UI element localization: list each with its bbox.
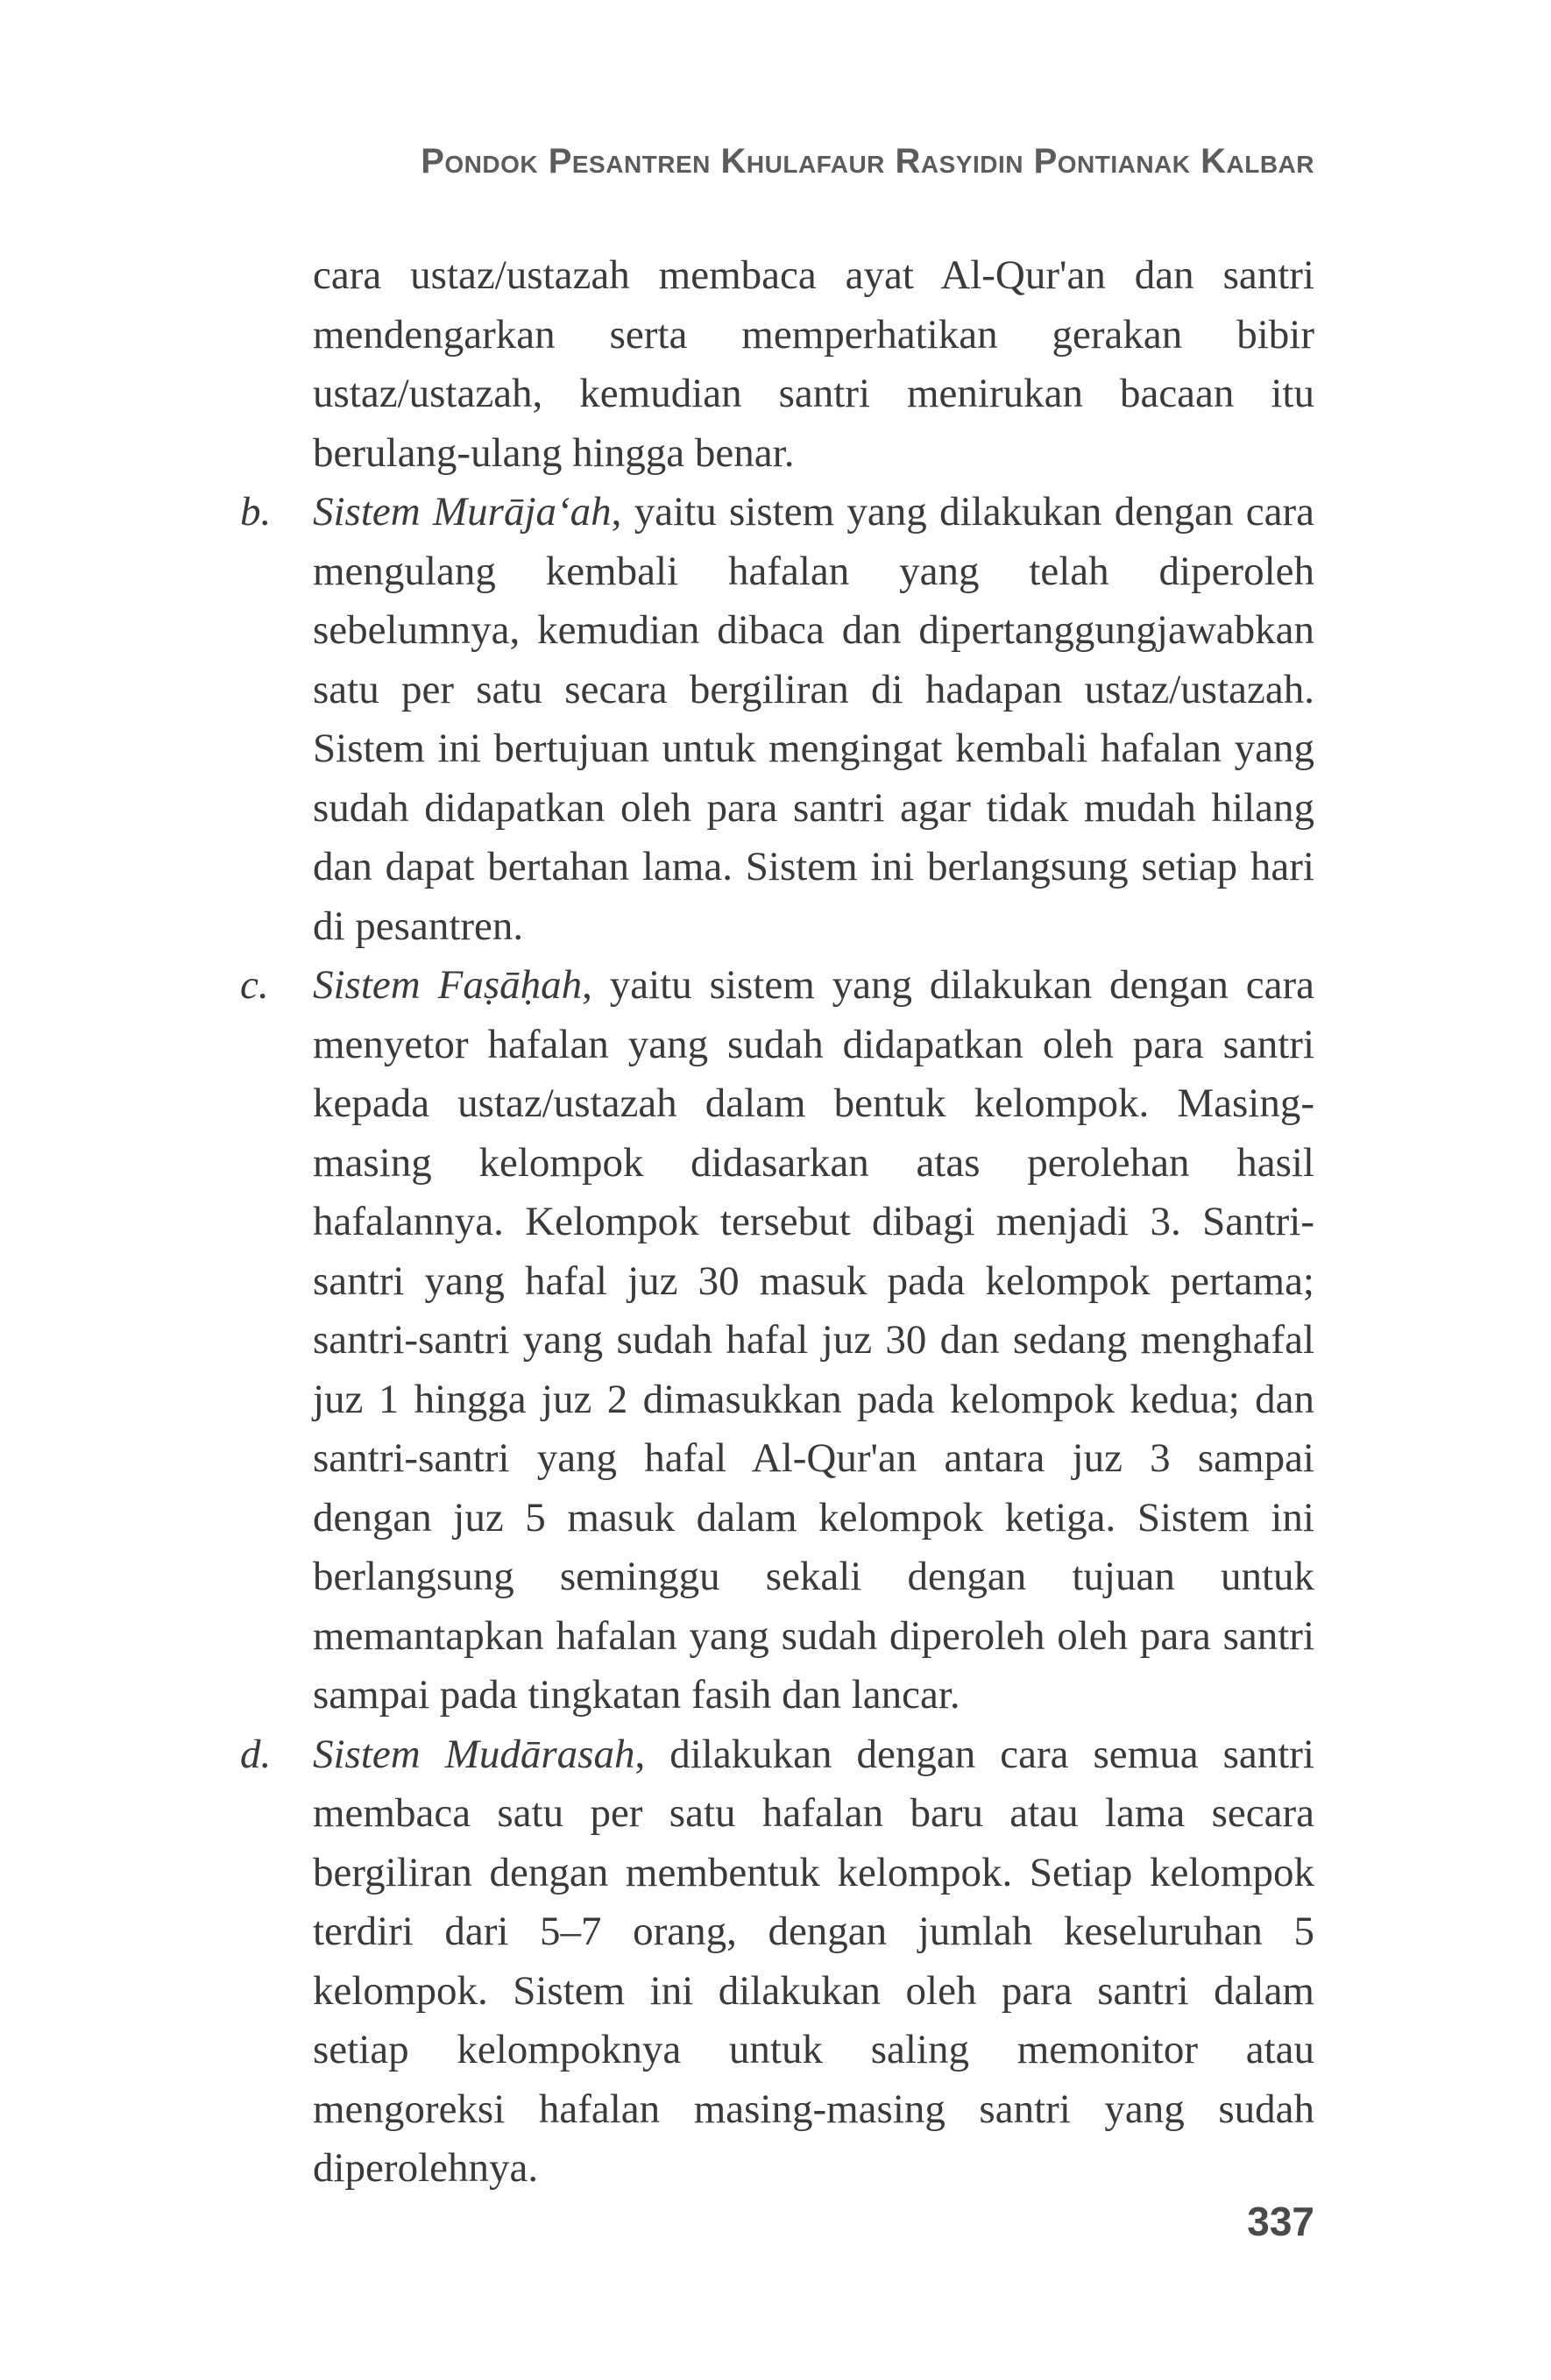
list-item-c <box>209 956 1314 1725</box>
running-header: Pondok Pesantren Khulafaur Rasyidin Pontianak Kalbar <box>421 142 1314 181</box>
page-number: 337 <box>1247 2199 1314 2244</box>
list-item-term: Sistem Mudārasah <box>313 1731 635 1777</box>
list-item-term: Sistem Murāja‘ah <box>313 489 612 535</box>
list-item-text: , dilakukan dengan cara semua santri membaca satu per satu hafalan baru atau lama secara bergiliran dengan membentuk kelompok. Setiap kelompok terdiri dari 5–7 orang, dengan jumlah keseluruhan 5 kelompok. Sistem ini dilakukan oleh para santri dalam setiap kelompoknya untuk saling memonitor atau mengoreksi hafalan masing-masing santri yang sudah diperolehnya. <box>313 1731 1314 2191</box>
page-body <box>209 246 1314 2199</box>
list-item-paragraph <box>313 956 1314 1725</box>
list-item-term: Sistem Faṣāḥah <box>313 962 583 1008</box>
list-marker: c. <box>240 962 269 1008</box>
list-item-text: , yaitu sistem yang dilakukan dengan cara mengulang kembali hafalan yang telah diperoleh sebelumnya, kemudian dibaca dan dipertanggungjawabkan satu per satu secara bergiliran di hadapan ustaz/ustazah. Sistem ini bertujuan untuk mengingat kembali hafalan yang sudah didapatkan oleh para santri agar tidak mudah hilang dan dapat bertahan lama. Sistem ini berlangsung setiap hari di pesantren. <box>313 489 1314 949</box>
list-marker: d. <box>240 1731 272 1777</box>
list-item-paragraph <box>313 1725 1314 2199</box>
list-item-text: , yaitu sistem yang dilakukan dengan cara menyetor hafalan yang sudah didapatkan oleh para santri kepada ustaz/ustazah dalam bentuk kelompok. Masing-masing kelompok didasarkan atas perolehan hasil hafalannya. Kelompok tersebut dibagi menjadi 3. Santri-santri yang hafal juz 30 masuk pada kelompok pertama; santri-santri yang sudah hafal juz 30 dan sedang menghafal juz 1 hingga juz 2 dimasukkan pada kelompok kedua; dan santri-santri yang hafal Al-Qur'an antara juz 3 sampai dengan juz 5 masuk dalam kelompok ketiga. Sistem ini berlangsung seminggu sekali dengan tujuan untuk memantapkan hafalan yang sudah diperoleh oleh para santri sampai pada tingkatan fasih dan lancar. <box>313 962 1314 1718</box>
list-item-b <box>209 483 1314 956</box>
list-item-d <box>209 1725 1314 2199</box>
list-marker: b. <box>240 489 272 535</box>
intro-continuation-paragraph: cara ustaz/ustazah membaca ayat Al-Qur'an dan santri mendengarkan serta memperhatikan gerakan bibir ustaz/ustazah, kemudian santri menirukan bacaan itu berulang-ulang hingga benar. <box>313 252 1314 476</box>
list-item-paragraph <box>313 483 1314 956</box>
